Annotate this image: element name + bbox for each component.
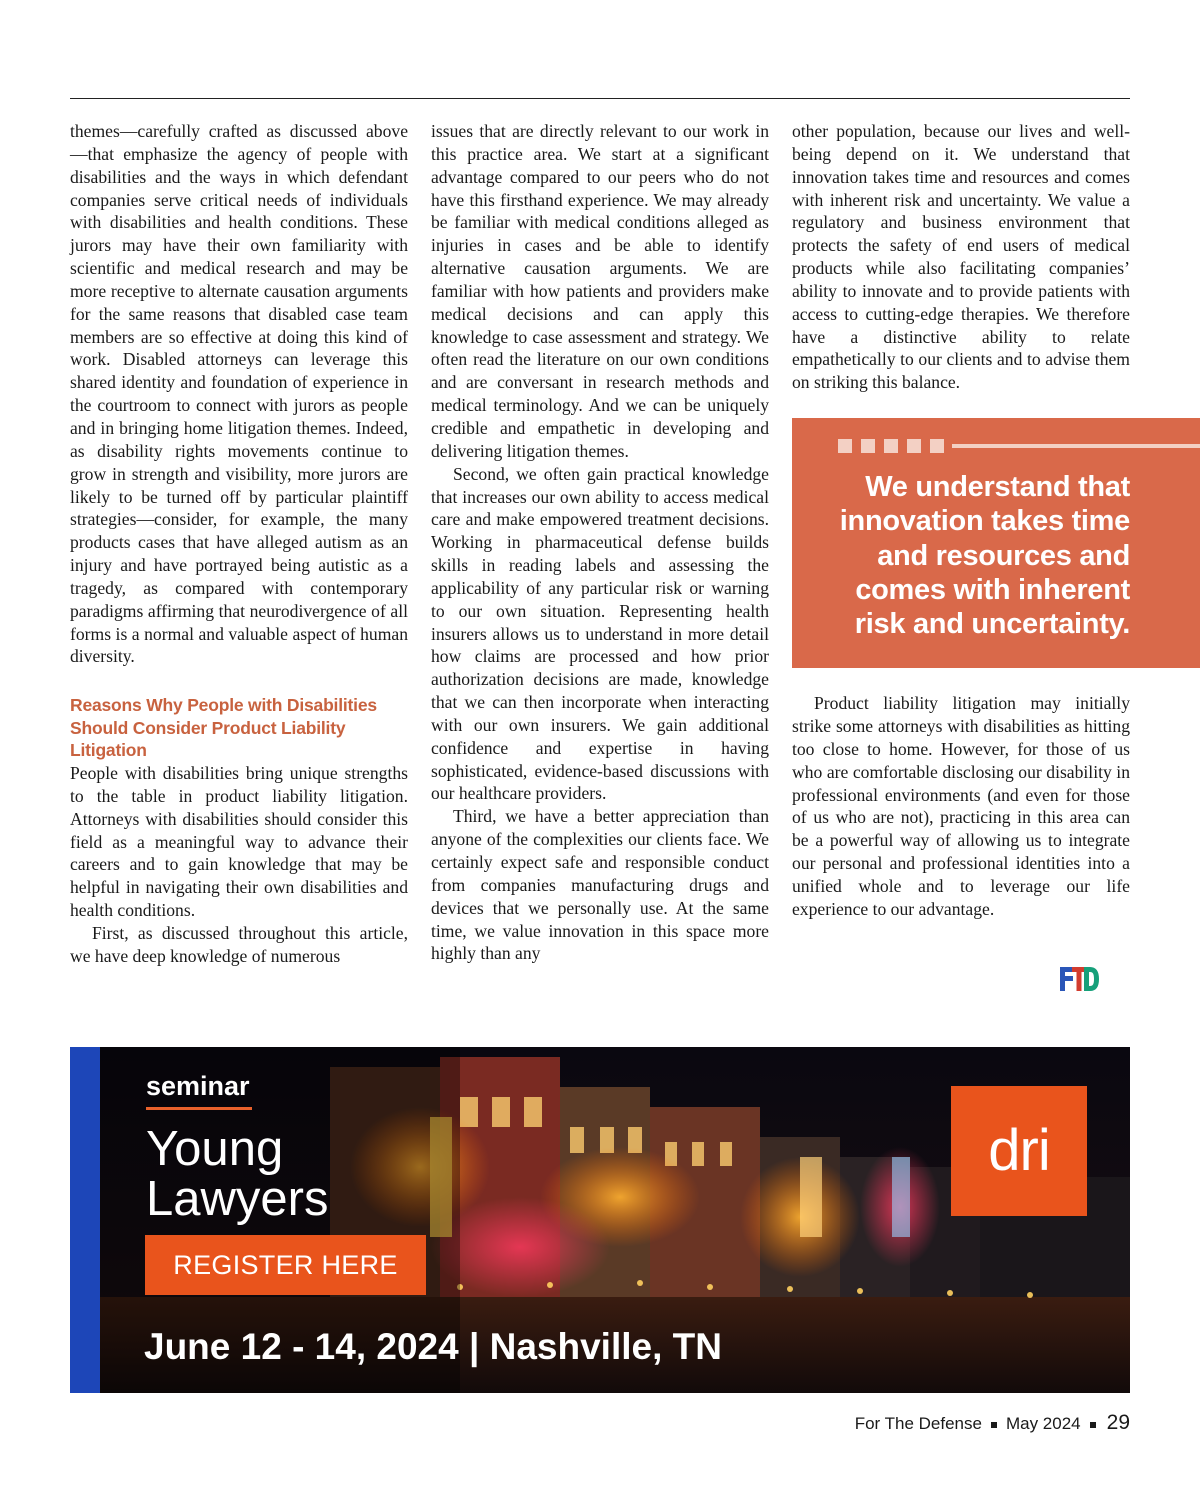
paragraph: themes—carefully crafted as discussed above—that emphasize the agency of people with disabilities and the ways in which defendant companies serve critical needs of individuals with disabilities and health conditions. These jurors may have their own familiarity with scientific and medical research and may be more receptive to alternate causation arguments for the same reasons that disabled case team members are so effective at doing this kind of work. Disabled attorneys can leverage this shared identity and foundation of experience in the courtroom to connect with jurors as people and in bringing home litigation themes. Indeed, as disability rights movements continue to grow in strength and visibility, more jurors are likely to be turned off by particular plaintiff strategies—consider, for example, the many products cases that have alleged autism as an injury and have portrayed being autistic as a tragedy, as compared with contemporary paradigms affirming that neurodivergence of all forms is a normal and valuable aspect of human diversity. bbox=[70, 121, 408, 667]
issue-date: May 2024 bbox=[1005, 1414, 1081, 1433]
ad-accent-stripe bbox=[70, 1047, 100, 1393]
separator-square-icon bbox=[1090, 1422, 1096, 1428]
register-here-button[interactable]: REGISTER HERE bbox=[145, 1235, 426, 1295]
page-number: 29 bbox=[1106, 1411, 1130, 1434]
paragraph: First, as discussed throughout this article, we have deep knowledge of numerous bbox=[70, 922, 408, 966]
paragraph: Second, we often gain practical knowledge that increases our own ability to access medical care and make empowered treatment decisions. Working in pharmaceutical defense builds skills in reading labels and assessing the applicability of any particular risk or warning to our own situation. Representing health insurers allows us to understand in more detail how claims are processed and how prior authorization decisions are made, knowledge that we can then incorporate when interacting with our own insurers. We gain additional confidence and expertise in having sophisticated, evidence-based discussions with our healthcare providers. bbox=[431, 463, 769, 804]
page-footer bbox=[855, 1411, 1130, 1436]
paragraph: People with disabilities bring unique strengths to the table in product liability litigation. Attorneys with disabilities should consider this field as a meaningful way to advance their careers and to gain knowledge that may be helpful in navigating their own disabilities and health conditions. bbox=[70, 763, 408, 921]
article-column-1 bbox=[70, 120, 408, 968]
ad-kicker: seminar bbox=[146, 1071, 250, 1101]
paragraph: Third, we have a better appreciation than anyone of the complexities our clients face. We certainly expect safe and responsible conduct from companies manufacturing drugs and devices that we personally use. At the same time, we value innovation in this space more highly than any bbox=[431, 806, 769, 964]
dri-logo[interactable]: dri bbox=[951, 1086, 1087, 1216]
ad-title-line-1: Young bbox=[146, 1122, 284, 1176]
paragraph: Product liability litigation may initially strike some attorneys with disabilities as hitting too close to home. However, for those of us who are comfortable disclosing our disability in professional environments (and even for those of us who are not), practicing in this area can be a powerful way of allowing us to integrate our personal and professional identities into a unified whole and to leverage our life experience to our advantage. bbox=[792, 693, 1130, 919]
ad-title bbox=[146, 1124, 328, 1224]
separator-square-icon bbox=[991, 1422, 997, 1428]
top-rule bbox=[70, 98, 1130, 99]
paragraph: other population, because our lives and well-being depend on it. We understand that innovation takes time and resources and comes with inherent risk and uncertainty. We value a regulatory and business environment that protects the safety of end users of medical products while also facilitating companies’ ability to innovate and to provide patients with access to cutting-edge therapies. We therefore have a distinctive ability to relate empathetically to our clients and to advise them on striking this balance. bbox=[792, 121, 1130, 393]
paragraph: issues that are directly relevant to our work in this practice area. We start at a significant advantage compared to our peers who do not have this firsthand experience. We may already be familiar with medical conditions alleged as injuries in cases and be able to identify alternative causation arguments. We are familiar with how patients and providers make medical decisions and can apply this knowledge to case assessment and strategy. We often read the literature on our own conditions and are conversant in research methods and medical terminology. And we can be uniquely credible and empathetic in developing and delivering litigation themes. bbox=[431, 121, 769, 461]
article-column-3 bbox=[792, 120, 1130, 921]
pull-quote-text: We understand that innovation takes time and resources and comes with inherent risk and uncertainty. bbox=[839, 471, 1130, 641]
publication-name: For The Defense bbox=[854, 1414, 982, 1433]
event-date-location: June 12 - 14, 2024 | Nashville, TN bbox=[144, 1326, 722, 1367]
pull-quote-decoration bbox=[838, 439, 1200, 453]
ad-title-line-2: Lawyers bbox=[146, 1172, 329, 1226]
article-column-2 bbox=[431, 120, 769, 965]
section-subhead: Reasons Why People with Disabilities Should Consider Product Liability Litigation bbox=[70, 695, 377, 761]
pull-quote bbox=[792, 418, 1200, 668]
ftd-end-logo-icon bbox=[1058, 963, 1100, 995]
ad-kicker-underline bbox=[146, 1107, 252, 1110]
